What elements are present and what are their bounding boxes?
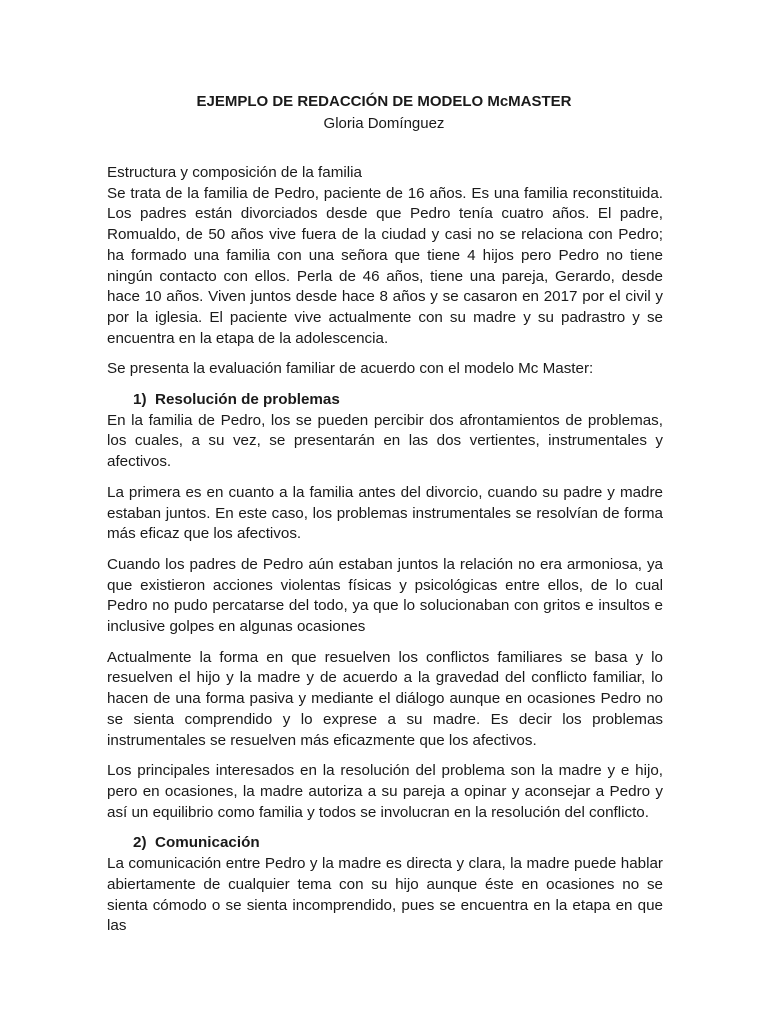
document-author: Gloria Domínguez [323, 115, 445, 132]
section-heading [133, 390, 663, 411]
section-paragraph: Los principales interesados en la resolución del problema son la madre y e hijo, pero en ocasiones, la madre autoriza a su pareja a opinar y aconsejar a Pedro y así un equilibrio como familia y todos se involucran en la resolución del conflicto. [107, 762, 663, 821]
section-paragraph: Actualmente la forma en que resuelven los conflictos familiares se basa y lo resuelven el hijo y la madre y de acuerdo a la gravedad del conflicto familiar, lo hacen de una forma pasiva y mediante el diálogo aunque en ocasiones Pedro no se sienta comprendido y lo exprese a su madre. Es decir los problemas instrumentales se resuelven más eficazmente que los afectivos. [107, 648, 663, 749]
document-body [107, 163, 663, 947]
section-paragraph: Cuando los padres de Pedro aún estaban juntos la relación no era armoniosa, ya que existieron acciones violentas físicas y psicológicas entre ellos, de lo cual Pedro no pudo percatarse del todo, ya que lo solucionaban con gritos e insultos e inclusive golpes en algunas ocasiones [107, 555, 663, 636]
section-title: Resolución de problemas [155, 391, 340, 409]
section-paragraph: La comunicación entre Pedro y la madre es directa y clara, la madre puede hablar abiertamente de cualquier tema con su hijo aunque éste en ocasiones no se sienta cómodo o se sienta incomprendido, pues se encuentra en la etapa en que las [107, 855, 663, 935]
section-paragraph: La primera es en cuanto a la familia antes del divorcio, cuando su padre y madre estaban juntos. En este caso, los problemas instrumentales se resolvían de forma más eficaz que los afectivos. [107, 483, 663, 543]
evaluation-intro: Se presenta la evaluación familiar de acuerdo con el modelo Mc Master: [107, 360, 594, 378]
intro-heading: Estructura y composición de la familia [107, 164, 362, 181]
document-title: EJEMPLO DE REDACCIÓN DE MODELO McMASTER [196, 93, 572, 110]
section-number: 1) [133, 391, 147, 409]
section-1 [107, 390, 663, 823]
section-2 [107, 833, 663, 937]
section-heading [133, 833, 663, 854]
section-number: 2) [133, 834, 147, 852]
section-title: Comunicación [155, 834, 260, 852]
intro-paragraph: Se trata de la familia de Pedro, paciente de 16 años. Es una familia reconstituida. Los padres están divorciados desde que Pedro tenía cuatro años. El padre, Romualdo, de 50 años vive fuera de la ciudad y casi no se relaciona con Pedro; ha formado una familia con una señora que tiene 4 hijos pero Pedro no tiene ningún contacto con ellos. Perla de 46 años, tiene una pareja, Gerardo, desde hace 10 años. Viven juntos desde hace 8 años y se casaron en 2017 por el civil y por la iglesia. El paciente vive actualmente con su madre y su padrastro y se encuentra en la etapa de la adolescencia. [107, 184, 663, 347]
section-paragraph: En la familia de Pedro, los se pueden percibir dos afrontamientos de problemas, los cuales, a su vez, se presentarán en las dos vertientes, instrumentales y afectivos. [107, 411, 663, 471]
